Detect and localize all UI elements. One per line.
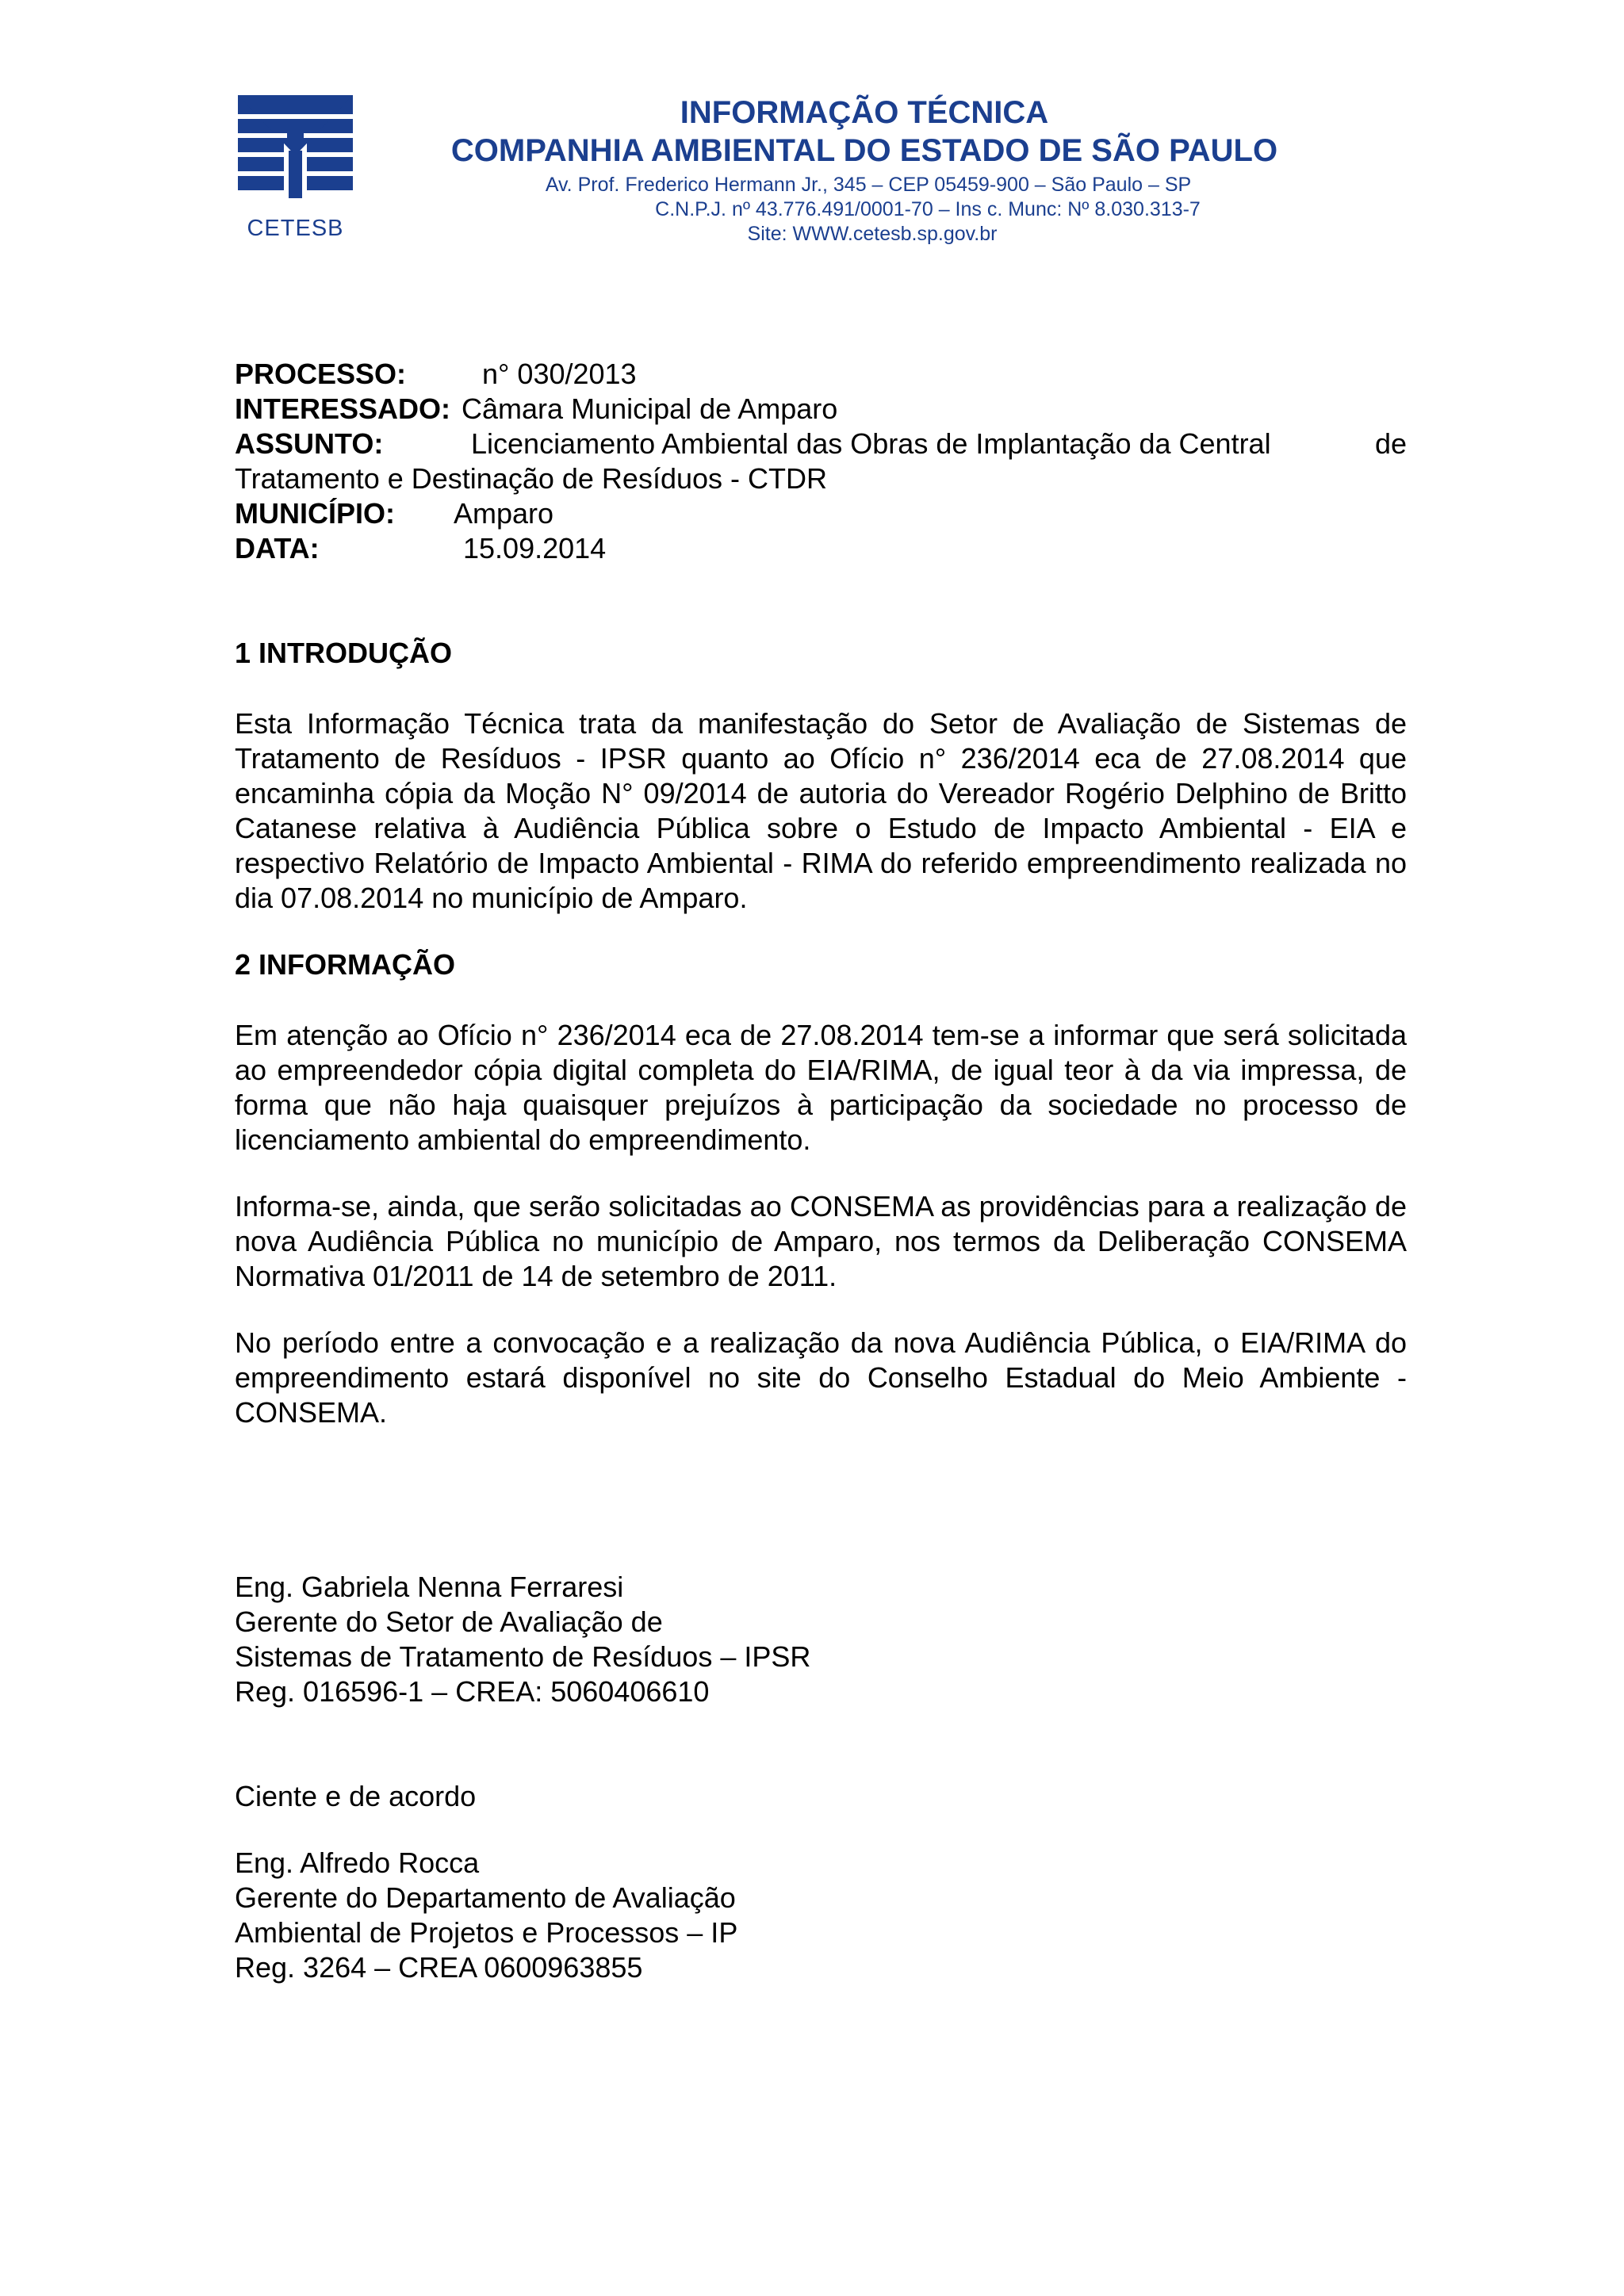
signature-block-first [235,1570,1407,1709]
signer-role-line2: Sistemas de Tratamento de Resíduos – IPSR [235,1640,811,1673]
processo-label: PROCESSO: [235,358,407,390]
interessado-label: INTERESSADO: [235,392,451,425]
letterhead-contact [428,173,1300,247]
signature-block-second [235,1846,1407,1985]
assunto-value-end: de [1374,427,1407,460]
data-row [235,531,1407,566]
process-metadata [235,357,1407,566]
processo-row [235,357,1407,392]
document-body [235,357,1407,1985]
signer-registration: Reg. 3264 – CREA 0600963855 [235,1951,643,1984]
info-paragraph-1: Em atenção ao Ofício n° 236/2014 eca de 27.08.2014 tem-se a informar que será solicitada ao empreendedor cópia digital completa do EIA/RIMA, de igual teor à da via impressa, de forma que não haja quaisquer prejuízos à participação da sociedade no processo de licenciamento ambiental do empreendimento. [235,1019,1407,1156]
data-label: DATA: [235,532,320,564]
assunto-value: Licenciamento Ambiental das Obras de Implantação da Central [471,427,1271,460]
signer-name: Eng. Alfredo Rocca [235,1846,480,1879]
signer-role-line1: Gerente do Departamento de Avaliação [235,1881,736,1914]
document-title: INFORMAÇÃO TÉCNICA [680,95,1049,130]
data-value: 15.09.2014 [463,532,607,564]
letterhead-title [428,94,1300,170]
company-cnpj: C.N.P.J. nº 43.776.491/0001-70 – Ins c. Munc: Nº 8.030.313-7 [655,198,1201,220]
signer-name: Eng. Gabriela Nenna Ferraresi [235,1571,624,1603]
signer-registration: Reg. 016596-1 – CREA: 5060406610 [235,1675,710,1708]
intro-heading: 1 INTRODUÇÃO [235,637,453,669]
cetesb-logo [238,95,353,242]
municipio-row [235,496,1407,531]
logo-caption: CETESB [247,216,344,241]
assunto-value-line2: Tratamento e Destinação de Resíduos - CTDR [235,462,827,495]
assunto-row [235,427,1407,461]
info-paragraph-2: Informa-se, ainda, que serão solicitadas ao CONSEMA as providências para a realização de nova Audiência Pública no município de Amparo, nos termos da Deliberação CONSEMA Normativa 01/2011 de 14 de setembro de 2011. [235,1190,1407,1292]
ciente-note: Ciente e de acordo [235,1780,477,1812]
company-site: Site: WWW.cetesb.sp.gov.br [747,223,998,245]
company-name: COMPANHIA AMBIENTAL DO ESTADO DE SÃO PAULO [450,133,1278,168]
processo-value: n° 030/2013 [482,358,637,390]
intro-paragraph: Esta Informação Técnica trata da manifestação do Setor de Avaliação de Sistemas de Tratamento de Resíduos - IPSR quanto ao Ofício n° 236/2014 eca de 27.08.2014 que encaminha cópia da Moção N° 09/2014 de autoria do Vereador Rogério Delphino de Britto Catanese relativa à Audiência Pública sobre o Estudo de Impacto Ambiental - EIA e respectivo Relatório de Impacto Ambiental - RIMA do referido empreendimento realizada no dia 07.08.2014 no município de Amparo. [235,707,1407,914]
assunto-label: ASSUNTO: [235,427,384,460]
municipio-value: Amparo [454,497,554,530]
interessado-value: Câmara Municipal de Amparo [462,392,838,425]
company-address: Av. Prof. Frederico Hermann Jr., 345 – CEP 05459-900 – São Paulo – SP [545,174,1192,196]
cetesb-logo-icon [238,95,353,205]
signer-role-line2: Ambiental de Projetos e Processos – IP [235,1916,738,1949]
info-heading: 2 INFORMAÇÃO [235,948,455,981]
info-paragraph-3: No período entre a convocação e a realização da nova Audiência Pública, o EIA/RIMA do empreendimento estará disponível no site do Conselho Estadual do Meio Ambiente - CONSEMA. [235,1326,1407,1429]
interessado-row [235,392,1407,427]
municipio-label: MUNICÍPIO: [235,497,395,530]
assunto-continuation [235,461,1407,496]
signer-role-line1: Gerente do Setor de Avaliação de [235,1605,663,1638]
